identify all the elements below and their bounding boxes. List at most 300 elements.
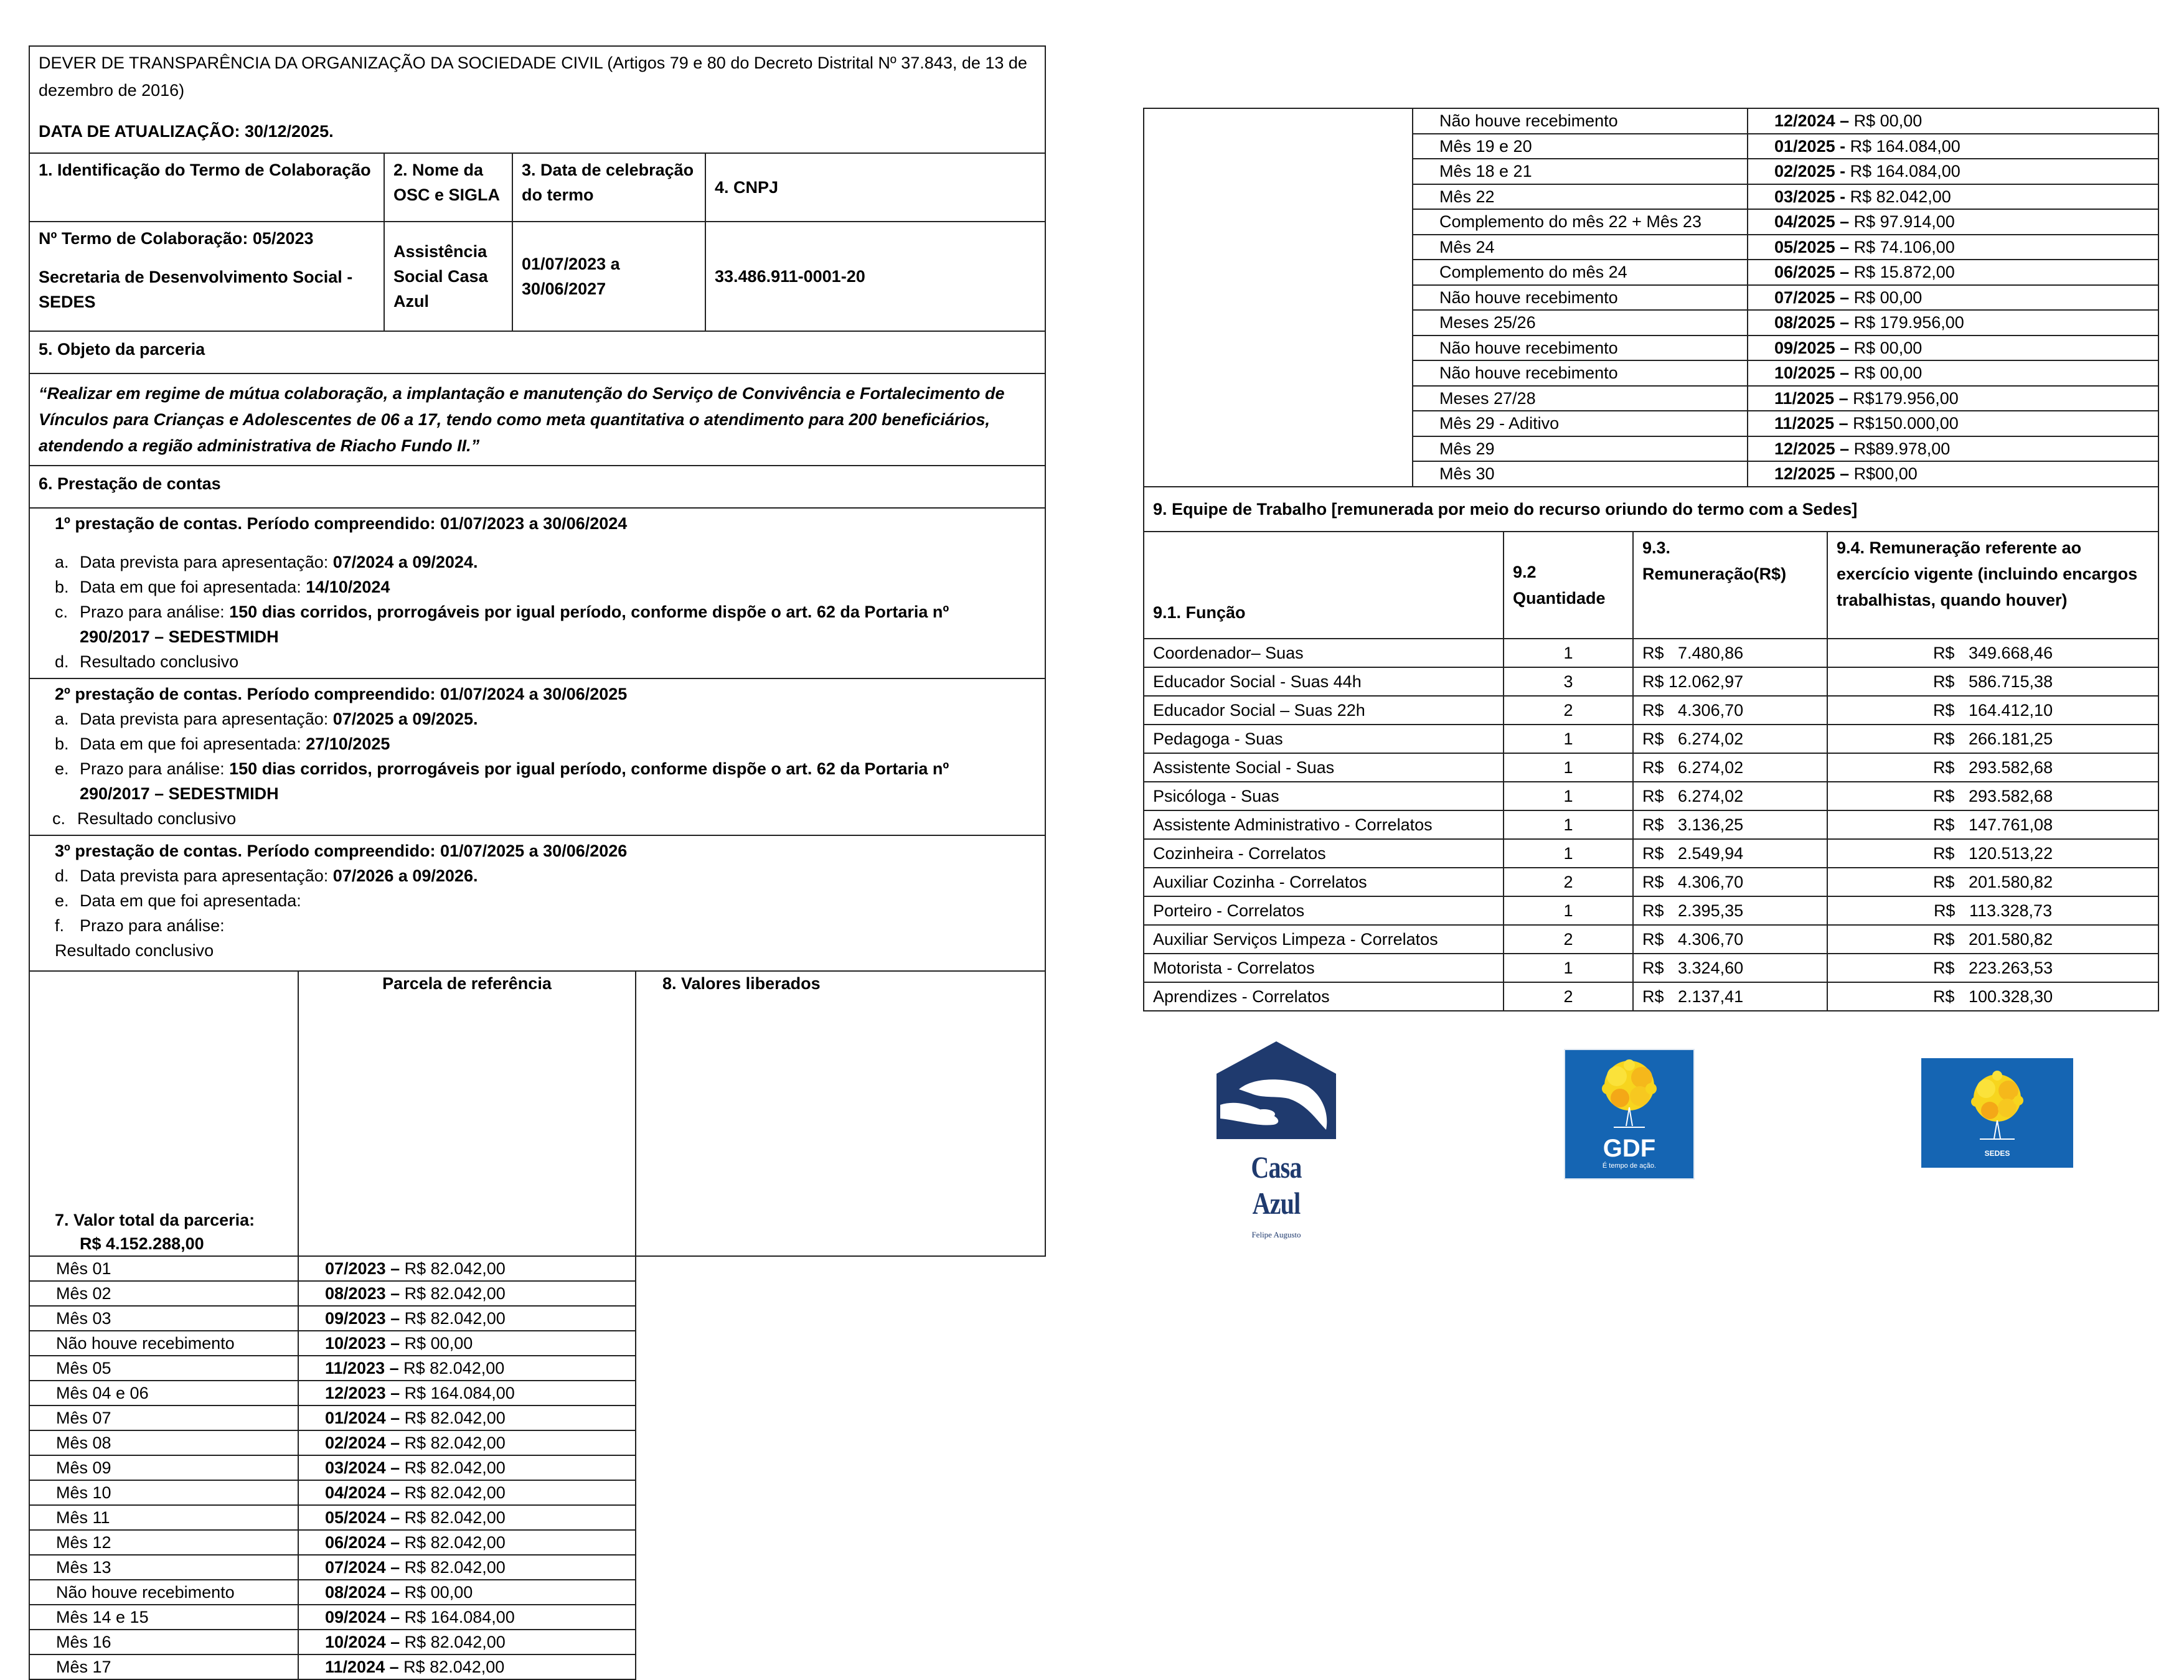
- parcela-valor: [1748, 461, 2158, 487]
- parcela-row: [29, 1256, 1045, 1281]
- prestacao-header: 6. Prestação de contas: [29, 466, 1045, 508]
- parcela-date: 11/2025: [1774, 388, 1835, 408]
- equipe-row: [1144, 868, 2158, 896]
- equipe-row: [1144, 667, 2158, 696]
- quantidade: 1: [1504, 810, 1633, 839]
- parcela-ref: Mês 09: [29, 1455, 298, 1480]
- parcela-date: 01/2024: [325, 1409, 386, 1427]
- parcela-amount: R$ 82.042,00: [404, 1458, 506, 1477]
- parcela-valor: [1748, 411, 2158, 436]
- prestacao-block-1: [29, 508, 1045, 678]
- parcela-ref: Não houve recebimento: [29, 1580, 298, 1605]
- prestacao-1-title: 1º prestação de contas. Período compreendido: 01/07/2023 a 30/06/2024: [55, 514, 628, 533]
- parcela-sep: –: [385, 1384, 405, 1402]
- col-header-valores: 8. Valores liberados: [636, 971, 1045, 1256]
- prestacao-1-item-a: [55, 550, 1045, 575]
- parcela-ref: Mês 07: [29, 1405, 298, 1430]
- equipe-table: [1143, 486, 2159, 1011]
- parcela-date: 04/2024: [325, 1483, 386, 1502]
- prestacao-2-item-c: [52, 806, 1045, 831]
- prestacao-block-3: [29, 835, 1045, 971]
- parcela-valor: [298, 1381, 636, 1405]
- parcela-ref: Mês 03: [29, 1306, 298, 1331]
- item-letter: e.: [55, 891, 69, 910]
- parcela-row: [29, 1306, 1045, 1331]
- item-value: 07/2024 a 09/2024.: [332, 553, 478, 571]
- parcela-date: 07/2025: [1774, 288, 1835, 307]
- parcela-date: 01/2025: [1774, 136, 1835, 156]
- parcela-date: 09/2023: [325, 1309, 386, 1328]
- parcela-sep: –: [385, 1483, 405, 1502]
- parcela-amount: R$ 82.042,00: [404, 1259, 506, 1278]
- parcela-amount: R$ 00,00: [1853, 338, 1923, 357]
- parcela-date: 03/2025: [1774, 187, 1835, 206]
- funcao: Auxiliar Cozinha - Correlatos: [1144, 868, 1504, 896]
- equipe-title: 9. Equipe de Trabalho [remunerada por meio do recurso oriundo do termo com a Sedes]: [1144, 487, 2158, 532]
- parcela-valor: [1748, 134, 2158, 159]
- parcela-amount: R$ 97.914,00: [1853, 212, 1955, 231]
- funcao: Assistente Social - Suas: [1144, 753, 1504, 782]
- parcela-valor: [1748, 336, 2158, 361]
- equipe-row: [1144, 954, 2158, 982]
- parcela-sep: –: [1835, 237, 1854, 256]
- objeto-text: “Realizar em regime de mútua colaboração, a implantação e manutenção do Serviço de Convivência e Fortalecimento de Vínculos para Crianças e Adolescentes de 06 a 17, tendo como meta quantitativa o atendimento para 200 beneficiários, atendendo a região administrativa de Riacho Fundo II.”: [29, 373, 1045, 466]
- valor-total-label: 7. Valor total da parceria:: [55, 1211, 255, 1229]
- parcela-valor: [298, 1306, 636, 1331]
- parcelas-right-rows: [1144, 108, 2158, 487]
- item-letter: a.: [55, 553, 69, 571]
- data-celebracao: 01/07/2023 a 30/06/2027: [512, 222, 705, 331]
- remuneracao: R$ 3.324,60: [1633, 954, 1827, 982]
- col-header-cnpj: 4. CNPJ: [705, 153, 1045, 222]
- parcela-row: [29, 1654, 1045, 1679]
- item-value: 27/10/2025: [306, 734, 390, 753]
- prestacao-3-item-e: [55, 888, 1045, 913]
- remuneracao: R$ 6.274,02: [1633, 725, 1827, 753]
- remuneracao-total: R$ 586.715,38: [1827, 667, 2158, 696]
- item-label: Prazo para análise:: [80, 759, 230, 778]
- item-value: 07/2026 a 09/2026.: [332, 866, 478, 885]
- quantidade: 2: [1504, 696, 1633, 725]
- parcela-date: 06/2025: [1774, 263, 1835, 281]
- parcela-valor: [1748, 285, 2158, 311]
- parcela-ref: Mês 22: [1413, 184, 1748, 210]
- termo-cell: [29, 222, 384, 331]
- remuneracao-total: R$ 293.582,68: [1827, 753, 2158, 782]
- parcela-date: 03/2024: [325, 1458, 386, 1477]
- parcela-ref: Mês 02: [29, 1281, 298, 1306]
- remuneracao: R$ 2.137,41: [1633, 982, 1827, 1011]
- parcela-amount: R$ 82.042,00: [404, 1483, 506, 1502]
- prestacao-2-item-a: [55, 706, 1045, 731]
- gdf-tagline: É tempo de ação.: [1602, 1162, 1657, 1170]
- funcao: Auxiliar Serviços Limpeza - Correlatos: [1144, 925, 1504, 954]
- item-label: Data em que foi apresentada:: [80, 891, 301, 910]
- prestacao-3-item-d: [55, 863, 1045, 888]
- equipe-rows: [1144, 639, 2158, 1011]
- item-label: Data em que foi apresentada:: [80, 578, 306, 596]
- col-header-quantidade: 9.2 Quantidade: [1504, 532, 1633, 639]
- parcela-ref: Mês 19 e 20: [1413, 134, 1748, 159]
- remuneracao: R$ 3.136,25: [1633, 810, 1827, 839]
- parcela-sep: –: [1835, 464, 1854, 483]
- remuneracao-total: R$ 349.668,46: [1827, 639, 2158, 667]
- parcela-sep: –: [1834, 414, 1853, 433]
- parcela-row: [29, 1630, 1045, 1654]
- item-label: Data prevista para apresentação:: [80, 710, 333, 728]
- parcela-amount: R$ 164.084,00: [1850, 136, 1960, 156]
- parcela-amount: R$ 82.042,00: [404, 1533, 506, 1552]
- parcela-ref: Não houve recebimento: [1413, 285, 1748, 311]
- parcela-valor: [1748, 360, 2158, 386]
- parcela-valor: [298, 1530, 636, 1555]
- remuneracao: R$ 6.274,02: [1633, 753, 1827, 782]
- remuneracao-total: R$ 293.582,68: [1827, 782, 2158, 810]
- parcela-row: [1144, 108, 2158, 134]
- parcela-valor: [1748, 235, 2158, 260]
- parcela-sep: –: [1835, 263, 1854, 281]
- quantidade: 1: [1504, 725, 1633, 753]
- parcela-valor: [298, 1605, 636, 1630]
- update-date: DATA DE ATUALIZAÇÃO: 30/12/2025.: [39, 122, 334, 141]
- parcela-ref: Meses 27/28: [1413, 386, 1748, 411]
- parcela-amount: R$ 164.084,00: [404, 1608, 515, 1626]
- sedes-logo: [1921, 1058, 2073, 1168]
- parcela-row: [29, 1356, 1045, 1381]
- parcela-row: [29, 1580, 1045, 1605]
- remuneracao: R$ 4.306,70: [1633, 696, 1827, 725]
- parcela-sep: –: [385, 1608, 405, 1626]
- parcela-date: 08/2024: [325, 1583, 386, 1602]
- parcela-ref: Mês 11: [29, 1505, 298, 1530]
- parcela-ref: Complemento do mês 24: [1413, 260, 1748, 285]
- item-letter: f.: [55, 916, 65, 935]
- remuneracao-total: R$ 100.328,30: [1827, 982, 2158, 1011]
- parcela-valor: [298, 1480, 636, 1505]
- parcela-valor: [1748, 436, 2158, 462]
- parcela-amount: R$ 82.042,00: [404, 1409, 506, 1427]
- parcelas-table-left: [29, 970, 1046, 1680]
- parcela-row: [29, 1555, 1045, 1580]
- item-label: Resultado conclusivo: [77, 809, 237, 828]
- parcela-row: [29, 1455, 1045, 1480]
- parcela-sep: –: [385, 1409, 405, 1427]
- parcela-sep: –: [385, 1359, 404, 1377]
- col-header-funcao: 9.1. Função: [1144, 532, 1504, 639]
- remuneracao-total: R$ 266.181,25: [1827, 725, 2158, 753]
- parcela-date: 10/2024: [325, 1633, 386, 1651]
- parcela-sep: –: [385, 1259, 405, 1278]
- item-label: Resultado conclusivo: [80, 652, 239, 671]
- parcela-date: 07/2024: [325, 1558, 386, 1577]
- casa-azul-name: Casa Azul: [1251, 1150, 1302, 1221]
- parcela-amount: R$ 82.042,00: [404, 1558, 506, 1577]
- equipe-row: [1144, 753, 2158, 782]
- remuneracao: R$ 6.274,02: [1633, 782, 1827, 810]
- parcela-date: 05/2024: [325, 1508, 386, 1527]
- item-value: 150 dias corridos, prorrogáveis por igual período, conforme dispõe o art. 62 da Portaria nº 290/2017 – SEDESTMIDH: [80, 603, 949, 646]
- parcela-amount: R$ 00,00: [404, 1334, 473, 1353]
- parcela-row: [29, 1381, 1045, 1405]
- sedes-name: SEDES: [1984, 1149, 2010, 1158]
- parcela-sep: –: [1835, 313, 1854, 332]
- quantidade: 2: [1504, 868, 1633, 896]
- item-label: Prazo para análise:: [80, 916, 225, 935]
- item-letter: e.: [55, 759, 69, 778]
- parcela-valor: [298, 1256, 636, 1281]
- parcela-sep: –: [385, 1583, 405, 1602]
- right-page: [1143, 108, 2158, 1011]
- parcela-amount: R$ 82.042,00: [404, 1633, 506, 1651]
- parcela-sep: –: [385, 1458, 405, 1477]
- parcela-ref: Mês 17: [29, 1654, 298, 1679]
- remuneracao-total: R$ 223.263,53: [1827, 954, 2158, 982]
- parcela-row: [29, 1605, 1045, 1630]
- item-label: Data prevista para apresentação:: [80, 866, 333, 885]
- prestacao-2-title: 2º prestação de contas. Período compreendido: 01/07/2024 a 30/06/2025: [55, 685, 628, 703]
- parcela-valor: [298, 1430, 636, 1455]
- casa-azul-subtitle: Felipe Augusto: [1251, 1230, 1301, 1239]
- equipe-row: [1144, 839, 2158, 868]
- parcela-sep: -: [1835, 136, 1850, 156]
- parcela-ref: Não houve recebimento: [1413, 336, 1748, 361]
- left-page: [29, 45, 1045, 1680]
- item-letter: b.: [55, 734, 69, 753]
- prestacao-block-2: [29, 678, 1045, 835]
- parcela-row: [29, 1480, 1045, 1505]
- funcao: Motorista - Correlatos: [1144, 954, 1504, 982]
- parcela-amount: R$ 164.084,00: [404, 1384, 515, 1402]
- document-title: DEVER DE TRANSPARÊNCIA DA ORGANIZAÇÃO DA SOCIEDADE CIVIL (Artigos 79 e 80 do Decreto Distrital Nº 37.843, de 13 de dezembro de 2016): [39, 54, 1027, 100]
- parcela-ref: Mês 04 e 06: [29, 1381, 298, 1405]
- parcela-valor: [1748, 159, 2158, 184]
- funcao: Coordenador– Suas: [1144, 639, 1504, 667]
- parcela-valor: [298, 1580, 636, 1605]
- parcela-amount: R$ 164.084,00: [1850, 162, 1960, 181]
- valor-total-value: R$ 4.152.288,00: [80, 1234, 204, 1253]
- parcela-sep: –: [385, 1533, 405, 1552]
- quantidade: 1: [1504, 896, 1633, 925]
- parcela-ref: Mês 24: [1413, 235, 1748, 260]
- parcela-date: 08/2023: [325, 1284, 386, 1303]
- parcela-valor: [298, 1654, 636, 1679]
- objeto-header: 5. Objeto da parceria: [29, 331, 1045, 373]
- parcela-ref: Mês 30: [1413, 461, 1748, 487]
- remuneracao: R$ 2.549,94: [1633, 839, 1827, 868]
- parcela-row: [29, 1430, 1045, 1455]
- parcela-date: 11/2025: [1774, 414, 1835, 433]
- parcela-date: 05/2025: [1774, 237, 1835, 256]
- item-letter: d.: [55, 652, 69, 671]
- parcela-amount: R$ 82.042,00: [404, 1309, 506, 1328]
- parcela-date: 02/2024: [325, 1434, 386, 1452]
- col-header-osc: 2. Nome da OSC e SIGLA: [384, 153, 512, 222]
- parcela-date: 12/2025: [1774, 439, 1835, 458]
- parcela-sep: –: [1835, 212, 1854, 231]
- parcela-amount: R$ 15.872,00: [1853, 263, 1955, 281]
- remuneracao: R$ 12.062,97: [1633, 667, 1827, 696]
- funcao: Porteiro - Correlatos: [1144, 896, 1504, 925]
- parcela-valor: [1748, 209, 2158, 235]
- item-letter: a.: [55, 710, 69, 728]
- remuneracao-total: R$ 164.412,10: [1827, 696, 2158, 725]
- funcao: Cozinheira - Correlatos: [1144, 839, 1504, 868]
- remuneracao-total: R$ 113.328,73: [1827, 896, 2158, 925]
- parcela-sep: –: [1834, 388, 1853, 408]
- parcela-ref: Mês 05: [29, 1356, 298, 1381]
- parcela-date: 07/2023: [325, 1259, 386, 1278]
- parcela-sep: –: [1835, 338, 1854, 357]
- quantidade: 1: [1504, 839, 1633, 868]
- prestacao-2-item-b: [55, 731, 1045, 756]
- item-label: Prazo para análise:: [80, 603, 230, 621]
- parcela-date: 12/2024: [1774, 111, 1835, 130]
- parcela-valor: [298, 1630, 636, 1654]
- item-value: 14/10/2024: [306, 578, 390, 596]
- quantidade: 1: [1504, 639, 1633, 667]
- parcela-date: 11/2024: [325, 1658, 385, 1676]
- remuneracao: R$ 7.480,86: [1633, 639, 1827, 667]
- funcao: Educador Social - Suas 44h: [1144, 667, 1504, 696]
- parcela-amount: R$00,00: [1853, 464, 1918, 483]
- col-header-data-celebracao: 3. Data de celebração do termo: [512, 153, 705, 222]
- funcao: Educador Social – Suas 22h: [1144, 696, 1504, 725]
- parcela-amount: R$179.956,00: [1853, 388, 1959, 408]
- equipe-row: [1144, 896, 2158, 925]
- col-header-identificacao: 1. Identificação do Termo de Colaboração: [29, 153, 384, 222]
- parcela-ref: Mês 10: [29, 1480, 298, 1505]
- transparency-table: [29, 45, 1046, 972]
- parcela-amount: R$ 179.956,00: [1853, 313, 1964, 332]
- remuneracao-total: R$ 201.580,82: [1827, 868, 2158, 896]
- col-header-remuneracao: 9.3. Remuneração(R$): [1633, 532, 1827, 639]
- parcela-sep: –: [1835, 364, 1854, 382]
- equipe-row: [1144, 696, 2158, 725]
- prestacao-1-item-b: [55, 575, 1045, 599]
- parcela-valor: [1748, 108, 2158, 134]
- equipe-row: [1144, 810, 2158, 839]
- funcao: Assistente Administrativo - Correlatos: [1144, 810, 1504, 839]
- parcela-ref: Mês 08: [29, 1430, 298, 1455]
- parcela-ref: Mês 01: [29, 1256, 298, 1281]
- parcela-sep: –: [385, 1309, 405, 1328]
- remuneracao-total: R$ 120.513,22: [1827, 839, 2158, 868]
- parcela-sep: –: [385, 1633, 405, 1651]
- prestacao-1-item-c: [55, 599, 1045, 649]
- parcela-valor: [1748, 310, 2158, 336]
- parcela-valor: [1748, 260, 2158, 285]
- prestacao-3-resultado: Resultado conclusivo: [55, 941, 214, 960]
- parcela-amount: R$ 82.042,00: [404, 1508, 506, 1527]
- item-value: 150 dias corridos, prorrogáveis por igual período, conforme dispõe o art. 62 da Portaria nº 290/2017 – SEDESTMIDH: [80, 759, 949, 803]
- parcela-valor: [298, 1555, 636, 1580]
- quantidade: 1: [1504, 782, 1633, 810]
- parcela-valor: [298, 1281, 636, 1306]
- quantidade: 3: [1504, 667, 1633, 696]
- parcela-sep: –: [385, 1434, 405, 1452]
- parcela-amount: R$ 82.042,00: [1850, 187, 1951, 206]
- house-hands-icon: [1214, 1036, 1339, 1142]
- parcela-ref: Mês 16: [29, 1630, 298, 1654]
- parcela-sep: –: [385, 1284, 405, 1303]
- parcela-sep: –: [1835, 111, 1854, 130]
- parcela-amount: R$ 00,00: [1853, 288, 1923, 307]
- prestacao-1-item-d: [55, 649, 1045, 674]
- funcao: Pedagoga - Suas: [1144, 725, 1504, 753]
- parcela-date: 12/2023: [325, 1384, 386, 1402]
- parcela-amount: R$ 82.042,00: [404, 1284, 506, 1303]
- parcela-row: [29, 1405, 1045, 1430]
- casa-azul-logo: [1214, 1036, 1339, 1240]
- parcela-row: [29, 1505, 1045, 1530]
- equipe-row: [1144, 639, 2158, 667]
- item-label: Data prevista para apresentação:: [80, 553, 333, 571]
- parcela-amount: R$ 00,00: [404, 1583, 473, 1602]
- item-letter: d.: [55, 866, 69, 885]
- parcela-ref: Mês 14 e 15: [29, 1605, 298, 1630]
- prestacao-3-title: 3º prestação de contas. Período compreendido: 01/07/2025 a 30/06/2026: [55, 842, 628, 860]
- parcela-date: 12/2025: [1774, 464, 1835, 483]
- parcela-sep: –: [385, 1508, 405, 1527]
- item-letter: b.: [55, 578, 69, 596]
- parcela-sep: –: [385, 1558, 405, 1577]
- parcela-amount: R$150.000,00: [1853, 414, 1959, 433]
- item-letter: c.: [55, 603, 68, 621]
- parcela-ref: Complemento do mês 22 + Mês 23: [1413, 209, 1748, 235]
- col-header-remuneracao-exercicio: 9.4. Remuneração referente ao exercício vigente (incluindo encargos trabalhistas, quando houver): [1827, 532, 2158, 639]
- valor-total-cell: [29, 971, 298, 1256]
- parcela-row: [29, 1530, 1045, 1555]
- parcela-ref: Não houve recebimento: [1413, 108, 1748, 134]
- parcela-sep: –: [1835, 288, 1854, 307]
- ipe-tree-icon: [1960, 1067, 2035, 1148]
- quantidade: 1: [1504, 954, 1633, 982]
- parcela-amount: R$ 82.042,00: [403, 1359, 505, 1377]
- quantidade: 2: [1504, 982, 1633, 1011]
- parcela-amount: R$89.978,00: [1853, 439, 1951, 458]
- remuneracao: R$ 4.306,70: [1633, 868, 1827, 896]
- item-label: Data em que foi apresentada:: [80, 734, 306, 753]
- osc-name: Assistência Social Casa Azul: [384, 222, 512, 331]
- parcela-amount: R$ 00,00: [1853, 364, 1923, 382]
- parcela-date: 02/2025: [1774, 162, 1835, 181]
- funcao: Aprendizes - Correlatos: [1144, 982, 1504, 1011]
- termo-numero: Nº Termo de Colaboração: 05/2023: [39, 229, 314, 248]
- parcela-ref: Meses 25/26: [1413, 310, 1748, 336]
- equipe-row: [1144, 925, 2158, 954]
- parcela-valor: [298, 1505, 636, 1530]
- parcela-valor: [298, 1331, 636, 1356]
- remuneracao: R$ 2.395,35: [1633, 896, 1827, 925]
- cnpj-value: 33.486.911-0001-20: [705, 222, 1045, 331]
- parcela-sep: -: [1835, 162, 1850, 181]
- equipe-row: [1144, 782, 2158, 810]
- remuneracao-total: R$ 201.580,82: [1827, 925, 2158, 954]
- remuneracao-total: R$ 147.761,08: [1827, 810, 2158, 839]
- prestacao-3-item-f: [55, 913, 1045, 938]
- parcela-sep: –: [1835, 439, 1854, 458]
- col-header-parcela: Parcela de referência: [298, 971, 636, 1256]
- header-cell: [29, 46, 1045, 153]
- parcela-ref: Mês 29: [1413, 436, 1748, 462]
- parcela-amount: R$ 82.042,00: [404, 1434, 506, 1452]
- parcela-valor: [1748, 386, 2158, 411]
- parcela-row: [29, 1331, 1045, 1356]
- parcela-date: 10/2023: [325, 1334, 386, 1353]
- parcela-ref: Mês 13: [29, 1555, 298, 1580]
- funcao: Psicóloga - Suas: [1144, 782, 1504, 810]
- parcela-date: 06/2024: [325, 1533, 386, 1552]
